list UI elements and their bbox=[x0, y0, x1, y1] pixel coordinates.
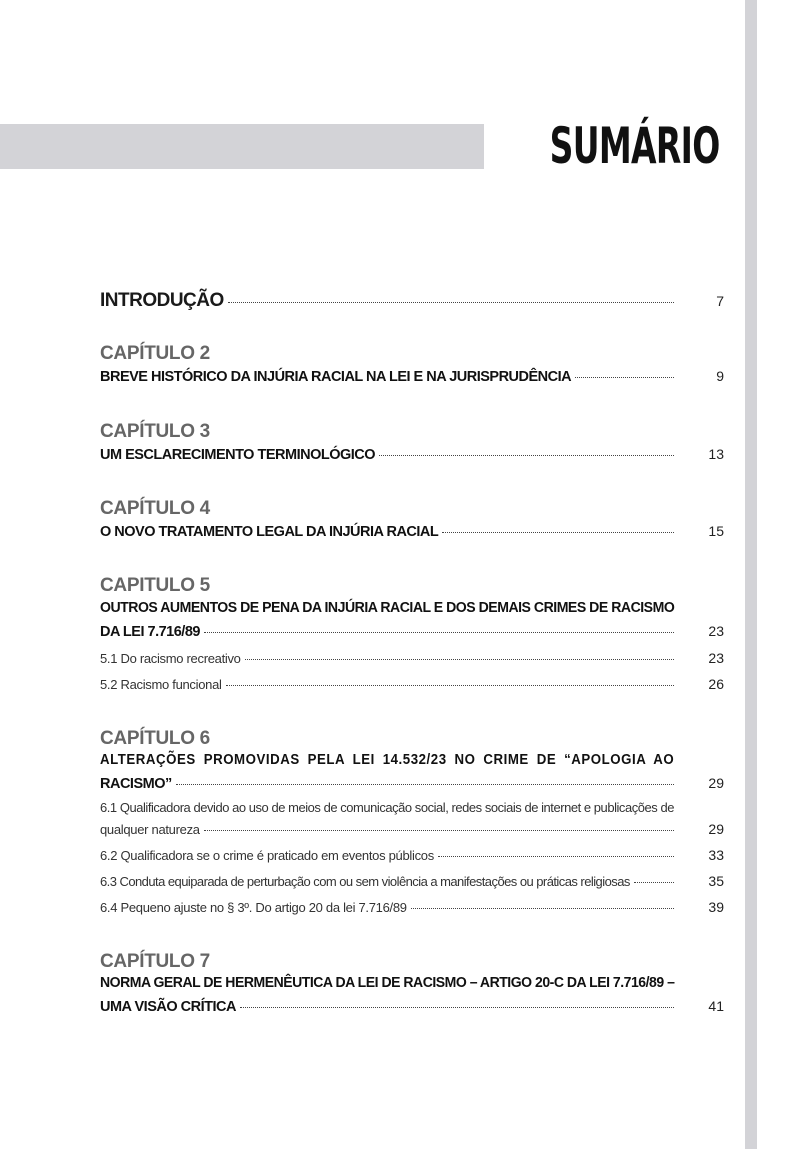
toc-page-number: 9 bbox=[716, 368, 724, 384]
dot-leader bbox=[228, 302, 674, 303]
chapter-heading: CAPÍTULO 2 bbox=[100, 343, 210, 364]
toc-entry-title: DA LEI 7.716/89 bbox=[100, 624, 200, 640]
toc-entry-section[interactable] bbox=[100, 650, 724, 666]
dot-leader bbox=[411, 908, 674, 909]
toc-entry-title: RACISMO” bbox=[100, 776, 172, 792]
dot-leader bbox=[240, 1007, 674, 1008]
toc-entry-section[interactable] bbox=[100, 873, 724, 889]
toc-page-number: 41 bbox=[708, 998, 724, 1014]
dot-leader bbox=[634, 882, 674, 883]
chapter-heading: CAPITULO 5 bbox=[100, 575, 210, 596]
toc-page-number: 35 bbox=[708, 873, 724, 889]
toc-page-number: 29 bbox=[708, 775, 724, 791]
toc-entry-section[interactable] bbox=[100, 899, 724, 915]
chapter-heading: CAPÍTULO 7 bbox=[100, 951, 210, 972]
toc-entry-section[interactable] bbox=[100, 676, 724, 692]
page-edge-strip bbox=[745, 0, 757, 1149]
toc-entry-chapter-5[interactable] bbox=[100, 623, 724, 640]
title-band bbox=[0, 124, 484, 169]
toc-entry-chapter-4[interactable] bbox=[100, 523, 724, 540]
toc-entry-chapter-3[interactable] bbox=[100, 446, 724, 463]
dot-leader bbox=[442, 532, 674, 533]
toc-entry-title: UM ESCLARECIMENTO TERMINOLÓGICO bbox=[100, 447, 376, 463]
toc-entry-chapter-7[interactable] bbox=[100, 998, 724, 1015]
chapter-heading: CAPÍTULO 4 bbox=[100, 498, 210, 519]
toc-entry-title: O NOVO TRATAMENTO LEGAL DA INJÚRIA RACIAL bbox=[100, 524, 439, 540]
toc-entry-title: 6.2 Qualificadora se o crime é praticado em eventos públicos bbox=[100, 848, 434, 863]
dot-leader bbox=[379, 455, 674, 456]
toc-page-number: 23 bbox=[708, 623, 724, 639]
toc-entry-title-line: NORMA GERAL DE HERMENÊUTICA DA LEI DE RACISMO – ARTIGO 20-C DA LEI 7.716/89 – bbox=[100, 975, 675, 991]
toc-entry-title: qualquer natureza bbox=[100, 822, 200, 837]
toc-entry-title: 5.2 Racismo funcional bbox=[100, 677, 222, 692]
dot-leader bbox=[204, 830, 674, 831]
dot-leader bbox=[438, 856, 674, 857]
toc-entry-title-line: OUTROS AUMENTOS DE PENA DA INJÚRIA RACIAL E DOS DEMAIS CRIMES DE RACISMO bbox=[100, 600, 675, 616]
dot-leader bbox=[575, 377, 674, 378]
toc-entry-title: INTRODUÇÃO bbox=[100, 290, 224, 311]
toc-entry-section[interactable] bbox=[100, 847, 724, 863]
toc-entry-title: UMA VISÃO CRÍTICA bbox=[100, 999, 236, 1015]
toc-page-number: 39 bbox=[708, 899, 724, 915]
toc-page-number: 13 bbox=[708, 446, 724, 462]
toc-entry-title: 6.4 Pequeno ajuste no § 3º. Do artigo 20 da lei 7.716/89 bbox=[100, 900, 407, 915]
toc-entry-chapter-6[interactable] bbox=[100, 775, 724, 792]
dot-leader bbox=[176, 784, 674, 785]
page-title: SUMÁRIO bbox=[549, 117, 720, 175]
toc-page-number: 29 bbox=[708, 821, 724, 837]
toc-page-number: 23 bbox=[708, 650, 724, 666]
dot-leader bbox=[245, 659, 674, 660]
toc-page-number: 15 bbox=[708, 523, 724, 539]
toc-entry-title: BREVE HISTÓRICO DA INJÚRIA RACIAL NA LEI E NA JURISPRUDÊNCIA bbox=[100, 369, 572, 385]
toc-page-number: 33 bbox=[708, 847, 724, 863]
toc-page-number: 26 bbox=[708, 676, 724, 692]
toc-entry-chapter-2[interactable] bbox=[100, 368, 724, 385]
toc-page-number: 7 bbox=[716, 293, 724, 309]
toc-entry-title-line: ALTERAÇÕES PROMOVIDAS PELA LEI 14.532/23 NO CRIME DE “APOLOGIA AO bbox=[100, 752, 675, 768]
toc-entry-title: 6.3 Conduta equiparada de perturbação com ou sem violência a manifestações ou práticas religiosas bbox=[100, 874, 630, 889]
toc-entry-section[interactable] bbox=[100, 821, 724, 837]
dot-leader bbox=[204, 632, 674, 633]
chapter-heading: CAPÍTULO 3 bbox=[100, 421, 210, 442]
dot-leader bbox=[226, 685, 674, 686]
toc-entry-introduction[interactable] bbox=[100, 290, 724, 312]
toc-entry-title-line: 6.1 Qualificadora devido ao uso de meios de comunicação social, redes sociais de internet e publicações de bbox=[100, 800, 674, 815]
chapter-heading: CAPÍTULO 6 bbox=[100, 728, 210, 749]
toc-entry-title: 5.1 Do racismo recreativo bbox=[100, 651, 241, 666]
